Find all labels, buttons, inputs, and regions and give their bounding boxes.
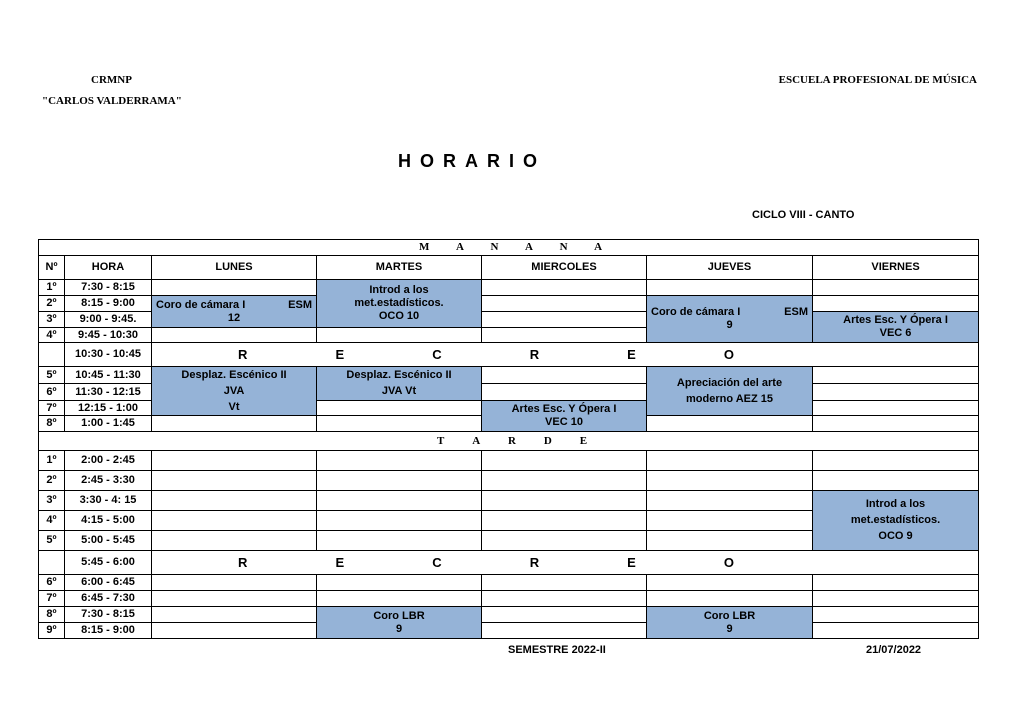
slot-time: 9:00 - 9:45. <box>65 312 152 328</box>
col-header-miercoles: MIERCOLES <box>482 256 647 280</box>
slot-time: 11:30 - 12:15 <box>65 384 152 401</box>
table-row <box>39 491 979 511</box>
table-row <box>39 575 979 591</box>
empty-cell <box>647 531 813 551</box>
empty-cell <box>482 384 647 401</box>
course-professor: JVA <box>223 385 245 397</box>
course-name: Coro LBR <box>703 609 756 622</box>
table-row <box>39 451 979 471</box>
recreo-letter: E <box>627 347 636 362</box>
empty-cell <box>813 575 979 591</box>
section-letter: A <box>472 434 482 447</box>
course-name: Artes Esc. Y Ópera I <box>511 403 617 415</box>
empty-cell <box>647 416 813 432</box>
course-professor: ESM <box>288 298 312 311</box>
course-professor: ESM <box>784 306 808 318</box>
cycle-label: CICLO VIII - CANTO <box>752 209 855 221</box>
empty-cell <box>39 343 65 367</box>
empty-cell <box>317 416 482 432</box>
empty-cell <box>482 575 647 591</box>
slot-number: 2º <box>39 471 65 491</box>
course-introd-martes <box>317 280 482 328</box>
course-coro-jueves <box>647 296 813 343</box>
empty-cell <box>152 623 317 639</box>
empty-cell <box>152 471 317 491</box>
table-row <box>39 296 979 312</box>
empty-cell <box>39 551 65 575</box>
recreo-row <box>39 343 979 367</box>
empty-cell <box>317 511 482 531</box>
course-coro-lunes <box>152 296 317 328</box>
section-letter: D <box>543 434 553 447</box>
recreo-letter: R <box>238 347 248 362</box>
course-name: Coro LBR <box>373 609 425 622</box>
recreo-time: 5:45 - 6:00 <box>65 551 152 575</box>
course-name: Introd a los <box>865 498 926 510</box>
recreo-letter: O <box>723 347 735 362</box>
table-row <box>39 471 979 491</box>
slot-number: 5º <box>39 367 65 384</box>
course-name: Coro de cámara I <box>156 298 246 311</box>
empty-cell <box>152 531 317 551</box>
institution-acronym: CRMNP <box>91 74 132 86</box>
slot-number: 7º <box>39 401 65 416</box>
empty-cell <box>317 328 482 343</box>
slot-number: 5º <box>39 531 65 551</box>
slot-time: 2:45 - 3:30 <box>65 471 152 491</box>
empty-cell <box>152 591 317 607</box>
course-desplaz-martes <box>317 367 482 401</box>
date-label: 21/07/2022 <box>866 644 922 656</box>
empty-cell <box>482 328 647 343</box>
slot-time: 6:00 - 6:45 <box>65 575 152 591</box>
col-header-martes: MARTES <box>317 256 482 280</box>
course-name: Introd a los <box>369 284 429 296</box>
course-name: Desplaz. Escénico II <box>346 369 452 381</box>
slot-time: 7:30 - 8:15 <box>65 607 152 623</box>
empty-cell <box>482 471 647 491</box>
col-header-lunes: LUNES <box>152 256 317 280</box>
recreo-label <box>152 343 979 367</box>
empty-cell <box>813 623 979 639</box>
section-letter: T <box>437 434 446 447</box>
slot-number: 6º <box>39 575 65 591</box>
empty-cell <box>482 296 647 312</box>
course-artes-viernes <box>813 312 979 343</box>
empty-cell <box>152 607 317 623</box>
course-name: Coro de cámara I <box>651 306 741 318</box>
empty-cell <box>482 312 647 328</box>
course-coro-jueves-lbr <box>647 607 813 639</box>
empty-cell <box>482 280 647 296</box>
slot-number: 6º <box>39 384 65 401</box>
recreo-letter: O <box>723 555 735 570</box>
empty-cell <box>482 623 647 639</box>
empty-cell <box>317 451 482 471</box>
section-letter: E <box>579 434 589 447</box>
schedule-table <box>38 239 979 639</box>
slot-number: 3º <box>39 312 65 328</box>
col-header-jueves: JUEVES <box>647 256 813 280</box>
empty-cell <box>152 328 317 343</box>
recreo-letter: R <box>529 555 540 570</box>
school-name: ESCUELA PROFESIONAL DE MÚSICA <box>778 74 977 86</box>
empty-cell <box>813 367 979 384</box>
empty-cell <box>647 280 813 296</box>
empty-cell <box>317 591 482 607</box>
empty-cell <box>482 367 647 384</box>
slot-number: 9º <box>39 623 65 639</box>
slot-time: 2:00 - 2:45 <box>65 451 152 471</box>
column-header-row <box>39 256 979 280</box>
section-letter: N <box>559 241 569 253</box>
empty-cell <box>813 416 979 432</box>
slot-number: 1º <box>39 280 65 296</box>
recreo-letter: E <box>335 347 345 362</box>
empty-cell <box>482 491 647 511</box>
course-room: VEC 6 <box>879 327 912 339</box>
slot-number: 3º <box>39 491 65 511</box>
empty-cell <box>813 591 979 607</box>
empty-cell <box>647 575 813 591</box>
course-name: Apreciación del arte <box>676 376 783 389</box>
section-letter: M <box>419 241 431 253</box>
empty-cell <box>317 491 482 511</box>
empty-cell <box>813 471 979 491</box>
course-room: OCO 10 <box>378 310 420 322</box>
course-apreciacion-jueves <box>647 367 813 416</box>
empty-cell <box>813 451 979 471</box>
empty-cell <box>482 531 647 551</box>
course-name: Artes Esc. Y Ópera I <box>843 314 948 326</box>
course-name: met.estadísticos. <box>354 297 444 309</box>
empty-cell <box>647 591 813 607</box>
afternoon-section-header <box>39 432 979 451</box>
slot-time: 6:45 - 7:30 <box>65 591 152 607</box>
slot-number: 7º <box>39 591 65 607</box>
section-letter: N <box>490 241 500 253</box>
empty-cell <box>647 511 813 531</box>
course-name: Desplaz. Escénico II <box>181 369 287 381</box>
empty-cell <box>482 591 647 607</box>
course-artes-miercoles <box>482 401 647 432</box>
institution-name: "CARLOS VALDERRAMA" <box>42 95 182 107</box>
empty-cell <box>482 607 647 623</box>
slot-number: 4º <box>39 511 65 531</box>
course-professor: JVA Vt <box>381 385 417 397</box>
empty-cell <box>647 491 813 511</box>
recreo-time: 10:30 - 10:45 <box>65 343 152 367</box>
empty-cell <box>647 471 813 491</box>
course-room: 12 <box>227 311 241 324</box>
slot-time: 8:15 - 9:00 <box>65 296 152 312</box>
course-name: met.estadísticos. <box>850 514 941 526</box>
empty-cell <box>482 451 647 471</box>
recreo-letter: R <box>238 555 248 570</box>
empty-cell <box>152 491 317 511</box>
slot-time: 1:00 - 1:45 <box>65 416 152 432</box>
course-desplaz-lunes <box>152 367 317 416</box>
empty-cell <box>813 401 979 416</box>
recreo-letter: E <box>335 555 345 570</box>
semester-label: SEMESTRE 2022-II <box>508 644 606 656</box>
course-room: Vt <box>228 401 240 413</box>
section-letter: A <box>594 241 604 253</box>
course-room: 9 <box>726 319 733 331</box>
slot-time: 3:30 - 4: 15 <box>65 491 152 511</box>
slot-time: 7:30 - 8:15 <box>65 280 152 296</box>
slot-number: 1º <box>39 451 65 471</box>
table-row <box>39 607 979 623</box>
empty-cell <box>647 451 813 471</box>
recreo-letter: C <box>432 555 442 570</box>
slot-number: 4º <box>39 328 65 343</box>
page-title: HORARIO <box>398 151 546 171</box>
course-room: 9 <box>395 622 403 635</box>
course-room: VEC 10 <box>545 416 583 428</box>
col-header-num: Nº <box>39 256 65 280</box>
empty-cell <box>813 607 979 623</box>
course-room: moderno AEZ 15 <box>686 392 773 405</box>
section-letter: A <box>455 241 465 253</box>
section-letter: A <box>525 241 534 253</box>
empty-cell <box>813 384 979 401</box>
slot-time: 12:15 - 1:00 <box>65 401 152 416</box>
table-row <box>39 623 979 639</box>
slot-number: 8º <box>39 416 65 432</box>
empty-cell <box>152 451 317 471</box>
slot-time: 10:45 - 11:30 <box>65 367 152 384</box>
empty-cell <box>813 280 979 296</box>
empty-cell <box>152 416 317 432</box>
slot-time: 5:00 - 5:45 <box>65 531 152 551</box>
col-header-hora: HORA <box>65 256 152 280</box>
course-room: OCO 9 <box>878 530 913 542</box>
slot-time: 9:45 - 10:30 <box>65 328 152 343</box>
col-header-viernes: VIERNES <box>813 256 979 280</box>
empty-cell <box>152 575 317 591</box>
course-room: 9 <box>726 622 733 635</box>
table-row <box>39 280 979 296</box>
table-row <box>39 591 979 607</box>
recreo-letter: C <box>432 347 442 362</box>
slot-number: 8º <box>39 607 65 623</box>
empty-cell <box>317 471 482 491</box>
slot-time: 4:15 - 5:00 <box>65 511 152 531</box>
section-letter: R <box>508 434 517 447</box>
table-row <box>39 367 979 384</box>
empty-cell <box>317 531 482 551</box>
empty-cell <box>482 511 647 531</box>
course-introd-viernes <box>813 491 979 551</box>
empty-cell <box>152 280 317 296</box>
empty-cell <box>813 296 979 312</box>
recreo-letter: R <box>529 347 540 362</box>
recreo-letter: E <box>627 555 636 570</box>
recreo-label <box>152 551 979 575</box>
empty-cell <box>317 575 482 591</box>
empty-cell <box>317 401 482 416</box>
recreo-row <box>39 551 979 575</box>
empty-cell <box>152 511 317 531</box>
slot-number: 2º <box>39 296 65 312</box>
morning-section-header <box>39 240 979 256</box>
course-coro-martes <box>317 607 482 639</box>
slot-time: 8:15 - 9:00 <box>65 623 152 639</box>
